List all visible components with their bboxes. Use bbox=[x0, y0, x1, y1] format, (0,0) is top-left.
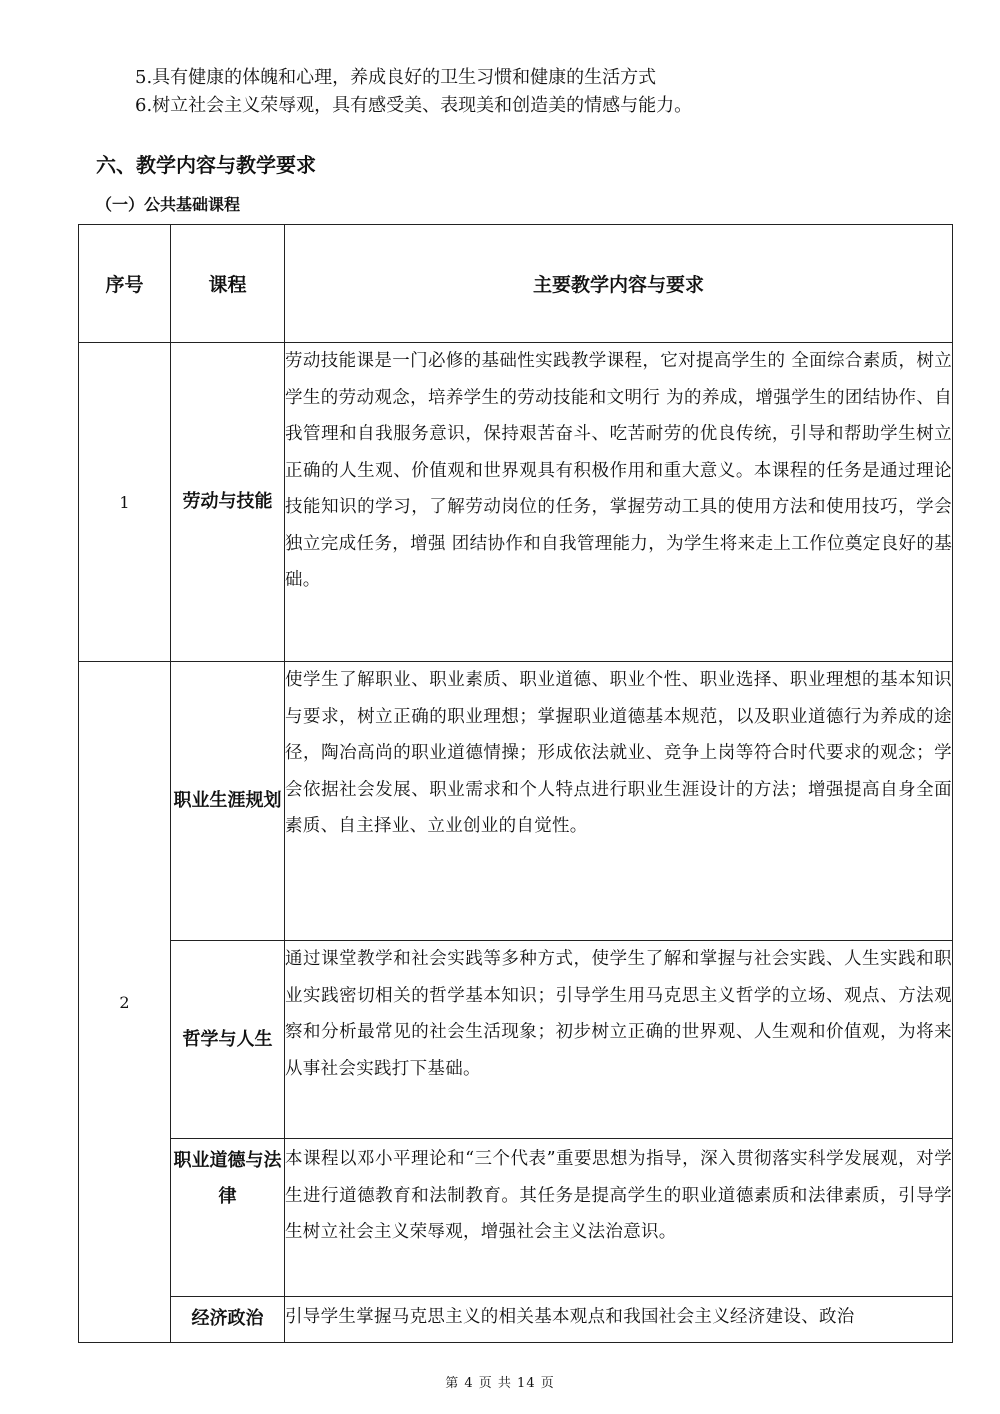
row-number: 2 bbox=[79, 662, 171, 1343]
subsection-title: （一）公共基础课程 bbox=[96, 195, 241, 214]
table-row bbox=[79, 1139, 953, 1297]
course-description: 劳动技能课是一门必修的基础性实践教学课程，它对提高学生的 全面综合素质，树立学生的劳动观念，培养学生的劳动技能和文明行 为的养成，增强学生的团结协作、自我管理和自我服务意识，保持艰苦奋斗、吃苦耐劳的优良传统，引导和帮助学生树立正确的人生观、价值观和世界观具有积极作用和重大意义。本课程的任务是通过理论技能知识的学习，了解劳动岗位的任务，掌握劳动工具的使用方法和使用技巧，学会独立完成任务，增强 团结协作和自我管理能力，为学生将来走上工作位奠定良好的基础。 bbox=[285, 343, 953, 662]
table-row bbox=[79, 1297, 953, 1343]
intro-line-5: 5.具有健康的体魄和心理，养成良好的卫生习惯和健康的生活方式 bbox=[135, 67, 657, 88]
table-row bbox=[79, 343, 953, 662]
course-description: 使学生了解职业、职业素质、职业道德、职业个性、职业选择、职业理想的基本知识与要求，树立正确的职业理想；掌握职业道德基本规范，以及职业道德行为养成的途径，陶冶高尚的职业道德情操；形成依法就业、竞争上岗等符合时代要求的观念；学会依据社会发展、职业需求和个人特点进行职业生涯设计的方法；增强提高自身全面素质、自主择业、立业创业的自觉性。 bbox=[285, 662, 953, 941]
course-name: 职业生涯规划 bbox=[171, 662, 285, 941]
course-name: 哲学与人生 bbox=[171, 941, 285, 1139]
table-row bbox=[79, 662, 953, 941]
course-description: 引导学生掌握马克思主义的相关基本观点和我国社会主义经济建设、政治 bbox=[285, 1297, 953, 1343]
course-description: 通过课堂教学和社会实践等多种方式，使学生了解和掌握与社会实践、人生实践和职业实践密切相关的哲学基本知识；引导学生用马克思主义哲学的立场、观点、方法观察和分析最常见的社会生活现象；初步树立正确的世界观、人生观和价值观，为将来从事社会实践打下基础。 bbox=[285, 941, 953, 1139]
intro-line-6: 6.树立社会主义荣辱观，具有感受美、表现美和创造美的情感与能力。 bbox=[135, 95, 693, 116]
header-course: 课程 bbox=[171, 225, 285, 343]
page-footer: 第 4 页 共 14 页 bbox=[445, 1376, 555, 1391]
header-number: 序号 bbox=[79, 225, 171, 343]
table-header-row bbox=[79, 225, 953, 343]
course-name: 职业道德与法律 bbox=[171, 1139, 285, 1297]
course-name: 劳动与技能 bbox=[171, 343, 285, 662]
row-number: 1 bbox=[79, 343, 171, 662]
section-title: 六、教学内容与教学要求 bbox=[96, 153, 316, 177]
course-name: 经济政治 bbox=[171, 1297, 285, 1343]
course-table bbox=[78, 224, 953, 1343]
header-content: 主要教学内容与要求 bbox=[285, 225, 953, 343]
course-description: 本课程以邓小平理论和“三个代表”重要思想为指导，深入贯彻落实科学发展观，对学生进行道德教育和法制教育。其任务是提高学生的职业道德素质和法律素质，引导学生树立社会主义荣辱观，增强社会主义法治意识。 bbox=[285, 1139, 953, 1297]
table-row bbox=[79, 941, 953, 1139]
